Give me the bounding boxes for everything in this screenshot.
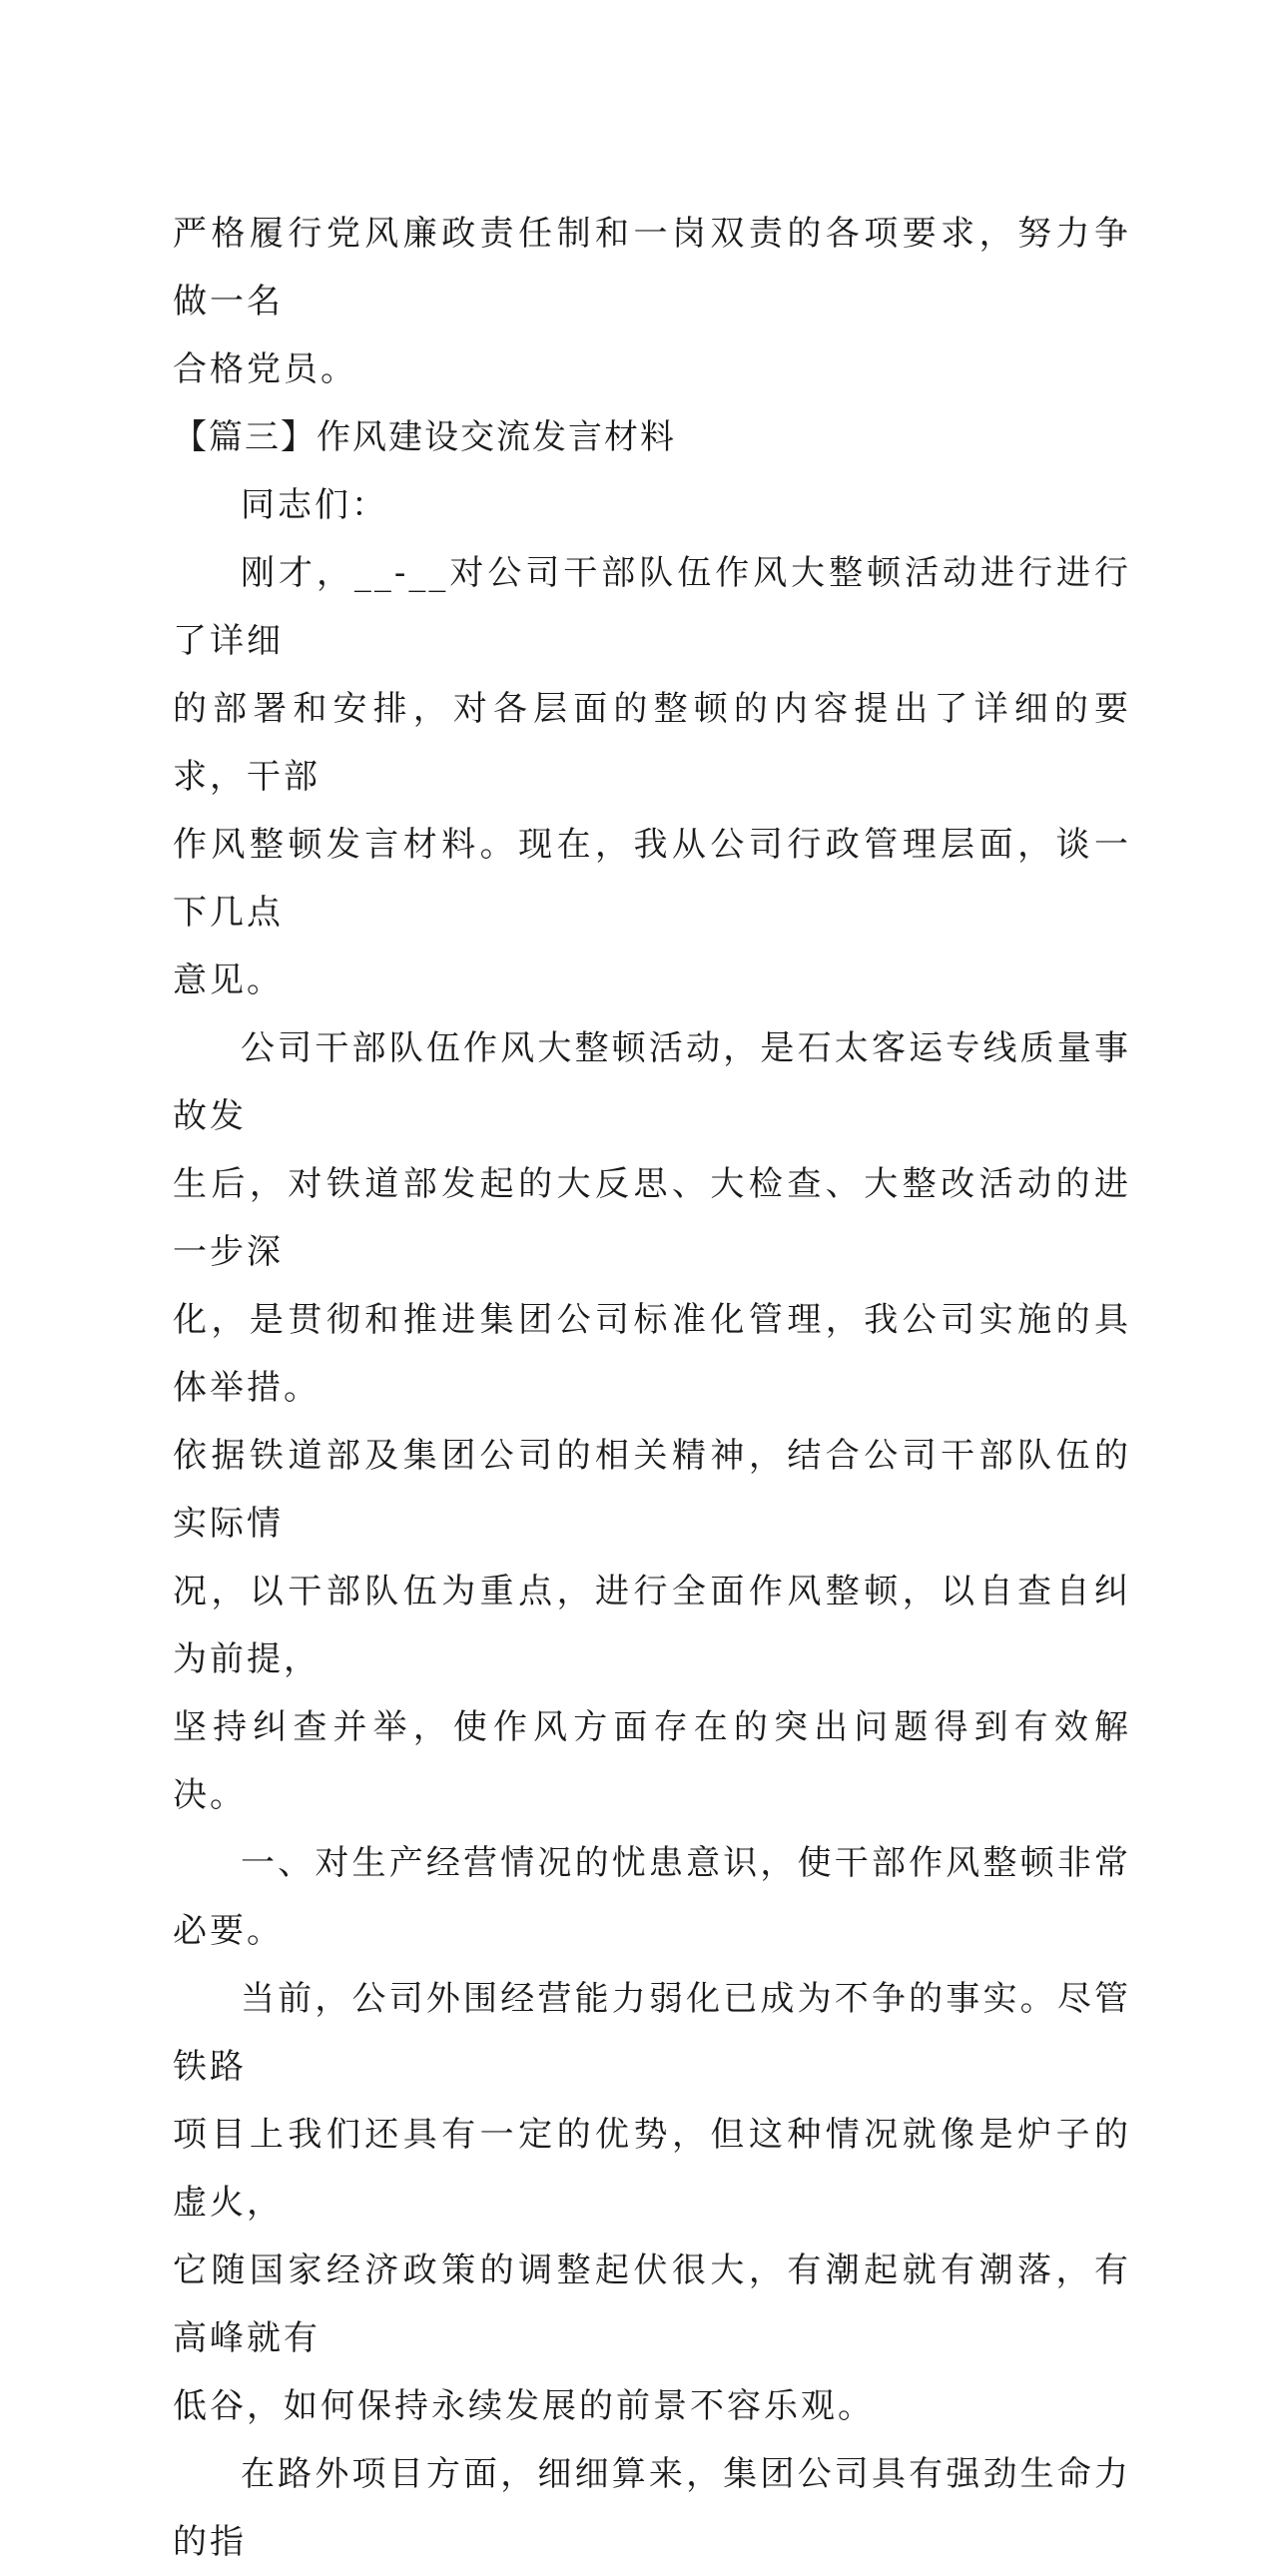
paragraph: 公司干部队伍作风大整顿活动，是石太客运专线质量事故发 生后，对铁道部发起的大反思、大检查、大整改活动的进一步深 化，是贯彻和推进集团公司标准化管理，我公司实施的具体举措。 依据铁道部及集团公司的相关精神，结合公司干部队伍的实际情 况，以干部队伍为重点，进行全面作风整顿，以自查自纠为前提， 坚持纠查并举，使作风方面存在的突出问题得到有效解决。	[173, 1028, 1131, 1815]
paragraph-subheading: 一、对生产经营情况的忧患意识，使干部作风整顿非常必要。	[173, 1843, 1131, 1951]
document-body	[173, 200, 1131, 2576]
paragraph: 在路外项目方面，细细算来，集团公司具有强劲生命力的指	[173, 2454, 1131, 2562]
section-heading: 【篇三】作风建设交流发言材料	[173, 417, 676, 457]
paragraph: 当前，公司外围经营能力弱化已成为不争的事实。尽管铁路 项目上我们还具有一定的优势，但这种情况就像是炉子的虚火， 它随国家经济政策的调整起伏很大，有潮起就有潮落，有高峰就有 低谷，如何保持永续发展的前景不容乐观。	[173, 1979, 1131, 2426]
paragraph-continuation: 严格履行党风廉政责任制和一岗双责的各项要求，努力争做一名 合格党员。	[173, 214, 1131, 389]
paragraph-salutation: 同志们：	[241, 485, 388, 525]
paragraph: 刚才，__-__对公司干部队伍作风大整顿活动进行进行了详细 的部署和安排，对各层面的整顿的内容提出了详细的要求，干部 作风整顿发言材料。现在，我从公司行政管理层面，谈一下几点 意见。	[173, 553, 1131, 1000]
